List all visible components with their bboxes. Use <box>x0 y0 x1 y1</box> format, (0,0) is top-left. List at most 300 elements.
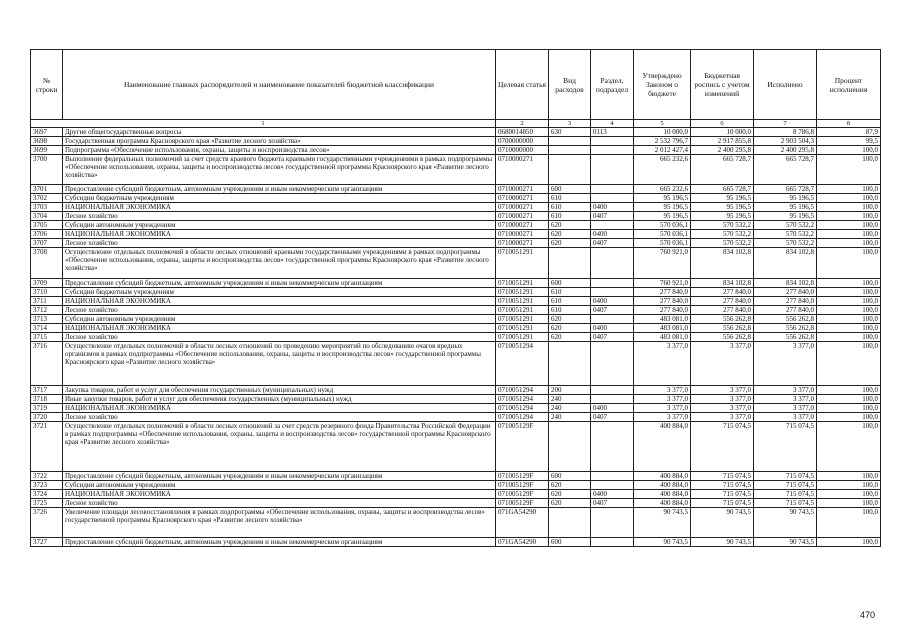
section-code <box>591 538 634 547</box>
budget-table <box>30 49 881 547</box>
approved-value: 90 743,5 <box>634 538 691 547</box>
budget-list-value: 556 262,8 <box>691 324 754 333</box>
target-article: 0700000000 <box>496 137 549 146</box>
expense-type: 610 <box>549 194 591 203</box>
percent-value: 100,0 <box>817 297 881 306</box>
section-code <box>591 422 634 472</box>
executed-value: 90 743,5 <box>754 508 817 538</box>
percent-value: 100,0 <box>817 221 881 230</box>
row-name: Лесное хозяйство <box>63 413 496 422</box>
budget-list-value: 665 728,7 <box>691 155 754 185</box>
percent-value: 100,0 <box>817 422 881 472</box>
section-code: 0400 <box>591 203 634 212</box>
approved-value: 400 884,0 <box>634 490 691 499</box>
executed-value: 556 262,8 <box>754 324 817 333</box>
section-code <box>591 279 634 288</box>
executed-value: 715 074,5 <box>754 422 817 472</box>
row-name: Другие общегосударственные вопросы <box>63 128 496 137</box>
executed-value: 834 102,8 <box>754 248 817 279</box>
table-header-row <box>31 50 881 120</box>
header-approved: Утверждено Законом о бюджете <box>634 50 691 120</box>
row-name: Осуществление отдельных полномочий в области лесных отношений по проведению мероприятий по обследованию очагов вредных организмов в рамках подпрограммы «Обеспечение использования, охраны, защиты и воспроизводства лесов» государственной программы Красноярского края «Развитие лесного хозяйства» <box>63 342 496 386</box>
budget-list-value: 3 377,0 <box>691 386 754 395</box>
table-row <box>31 239 881 248</box>
section-code: 0400 <box>591 324 634 333</box>
expense-type: 620 <box>549 230 591 239</box>
target-article: 0710051291 <box>496 315 549 324</box>
budget-list-value: 95 196,5 <box>691 203 754 212</box>
executed-value: 3 377,0 <box>754 395 817 404</box>
executed-value: 665 728,7 <box>754 155 817 185</box>
expense-type: 610 <box>549 297 591 306</box>
percent-value: 100,0 <box>817 239 881 248</box>
row-number: 3716 <box>31 342 63 386</box>
table-row <box>31 499 881 508</box>
percent-value: 100,0 <box>817 508 881 538</box>
percent-value: 100,0 <box>817 279 881 288</box>
section-code <box>591 386 634 395</box>
approved-value: 400 884,0 <box>634 472 691 481</box>
expense-type: 620 <box>549 239 591 248</box>
row-number: 3700 <box>31 155 63 185</box>
header-section: Раздел, подраздел <box>591 50 634 120</box>
approved-value: 665 232,6 <box>634 185 691 194</box>
budget-list-value: 3 377,0 <box>691 413 754 422</box>
expense-type: 620 <box>549 333 591 342</box>
percent-value: 100,0 <box>817 499 881 508</box>
row-number: 3703 <box>31 203 63 212</box>
table-row <box>31 472 881 481</box>
budget-list-value: 277 840,0 <box>691 297 754 306</box>
target-article: 071005129F <box>496 481 549 490</box>
expense-type: 620 <box>549 481 591 490</box>
executed-value: 3 377,0 <box>754 342 817 386</box>
table-row <box>31 297 881 306</box>
executed-value: 2 903 504,3 <box>754 137 817 146</box>
target-article: 0710000271 <box>496 203 549 212</box>
approved-value: 400 884,0 <box>634 422 691 472</box>
percent-value: 100,0 <box>817 404 881 413</box>
approved-value: 90 743,5 <box>634 508 691 538</box>
table-row <box>31 203 881 212</box>
executed-value: 8 786,8 <box>754 128 817 137</box>
executed-value: 277 840,0 <box>754 288 817 297</box>
expense-type <box>549 137 591 146</box>
budget-list-value: 556 262,8 <box>691 333 754 342</box>
budget-list-value: 570 532,2 <box>691 239 754 248</box>
executed-value: 3 377,0 <box>754 404 817 413</box>
percent-value: 100,0 <box>817 146 881 155</box>
table-row <box>31 315 881 324</box>
executed-value: 715 074,5 <box>754 490 817 499</box>
section-code: 0407 <box>591 306 634 315</box>
percent-value: 87,9 <box>817 128 881 137</box>
row-number: 3718 <box>31 395 63 404</box>
target-article: 0710000271 <box>496 155 549 185</box>
executed-value: 570 532,2 <box>754 230 817 239</box>
budget-list-value: 3 377,0 <box>691 395 754 404</box>
table-row <box>31 128 881 137</box>
row-name: Осуществление отдельных полномочий в области лесных отношений за счет средств резервного фонда Правительства Российской Федерации в рамках подпрограммы «Обеспечение использования, охраны, защиты и воспроизводства лесов» государственной программы Красноярского края «Развитие лесного хозяйства» <box>63 422 496 472</box>
target-article: 0680014850 <box>496 128 549 137</box>
executed-value: 665 728,7 <box>754 185 817 194</box>
approved-value: 570 036,1 <box>634 230 691 239</box>
page-number: 470 <box>859 610 875 620</box>
table-row <box>31 221 881 230</box>
budget-list-value: 90 743,5 <box>691 508 754 538</box>
row-name: НАЦИОНАЛЬНАЯ ЭКОНОМИКА <box>63 230 496 239</box>
table-row <box>31 137 881 146</box>
budget-list-value: 834 102,8 <box>691 279 754 288</box>
column-number: 8 <box>817 120 881 128</box>
percent-value: 100,0 <box>817 248 881 279</box>
expense-type: 200 <box>549 386 591 395</box>
section-code <box>591 288 634 297</box>
table-row <box>31 538 881 547</box>
column-number: 3 <box>549 120 591 128</box>
header-percent: Процент исполнения <box>817 50 881 120</box>
executed-value: 95 196,5 <box>754 203 817 212</box>
executed-value: 715 074,5 <box>754 499 817 508</box>
approved-value: 570 036,1 <box>634 239 691 248</box>
expense-type: 600 <box>549 185 591 194</box>
column-number: 7 <box>754 120 817 128</box>
percent-value: 100,0 <box>817 288 881 297</box>
row-name: Закупка товаров, работ и услуг для обеспечения государственных (муниципальных) нужд <box>63 386 496 395</box>
row-name: НАЦИОНАЛЬНАЯ ЭКОНОМИКА <box>63 490 496 499</box>
table-row <box>31 248 881 279</box>
table-row <box>31 194 881 203</box>
row-number: 3702 <box>31 194 63 203</box>
percent-value: 100,0 <box>817 212 881 221</box>
target-article: 071005129F <box>496 490 549 499</box>
row-number: 3697 <box>31 128 63 137</box>
expense-type: 610 <box>549 212 591 221</box>
budget-list-value: 10 000,0 <box>691 128 754 137</box>
row-name: НАЦИОНАЛЬНАЯ ЭКОНОМИКА <box>63 203 496 212</box>
expense-type <box>549 508 591 538</box>
table-row <box>31 395 881 404</box>
expense-type <box>549 155 591 185</box>
column-number: 2 <box>496 120 549 128</box>
target-article: 0710051294 <box>496 413 549 422</box>
header-row-number: № строки <box>31 50 63 120</box>
percent-value: 100,0 <box>817 333 881 342</box>
section-code <box>591 221 634 230</box>
percent-value: 100,0 <box>817 194 881 203</box>
target-article: 0710051294 <box>496 342 549 386</box>
row-name: Предоставление субсидий бюджетным, автономным учреждениям и иным некоммерческим организациям <box>63 538 496 547</box>
approved-value: 95 196,5 <box>634 194 691 203</box>
row-name: НАЦИОНАЛЬНАЯ ЭКОНОМИКА <box>63 404 496 413</box>
approved-value: 570 036,1 <box>634 221 691 230</box>
target-article: 0710051291 <box>496 288 549 297</box>
budget-list-value: 2 917 855,8 <box>691 137 754 146</box>
section-code: 0407 <box>591 212 634 221</box>
target-article: 071GA54290 <box>496 538 549 547</box>
row-name: Субсидии автономным учреждениям <box>63 221 496 230</box>
target-article: 0710000271 <box>496 185 549 194</box>
approved-value: 277 840,0 <box>634 306 691 315</box>
row-number: 3698 <box>31 137 63 146</box>
executed-value: 95 196,5 <box>754 212 817 221</box>
section-code <box>591 508 634 538</box>
approved-value: 760 921,0 <box>634 279 691 288</box>
expense-type: 620 <box>549 490 591 499</box>
percent-value: 100,0 <box>817 342 881 386</box>
percent-value: 100,0 <box>817 155 881 185</box>
target-article: 0710051294 <box>496 386 549 395</box>
percent-value: 99,5 <box>817 137 881 146</box>
row-name: Субсидии бюджетным учреждениям <box>63 288 496 297</box>
row-number: 3723 <box>31 481 63 490</box>
table-row <box>31 212 881 221</box>
row-name: Увеличение площади лесовосстановления в рамках подпрограммы «Обеспечение использования, охраны, защиты и воспроизводства лесов» государственной программы Красноярского края «Развитие лесного хозяйства» <box>63 508 496 538</box>
target-article: 0710051291 <box>496 248 549 279</box>
header-expense-type: Вид расходов <box>549 50 591 120</box>
row-name: Подпрограмма «Обеспечение использования, охраны, защиты и воспроизводства лесов» <box>63 146 496 155</box>
section-code: 0400 <box>591 404 634 413</box>
budget-list-value: 3 377,0 <box>691 404 754 413</box>
expense-type <box>549 342 591 386</box>
table-row <box>31 230 881 239</box>
row-name: Лесное хозяйство <box>63 239 496 248</box>
executed-value: 715 074,5 <box>754 481 817 490</box>
percent-value: 100,0 <box>817 324 881 333</box>
executed-value: 3 377,0 <box>754 413 817 422</box>
budget-list-value: 665 728,7 <box>691 185 754 194</box>
row-name: Иные закупки товаров, работ и услуг для обеспечения государственных (муниципальных) нужд <box>63 395 496 404</box>
percent-value: 100,0 <box>817 538 881 547</box>
row-name: Предоставление субсидий бюджетным, автономным учреждениям и иным некоммерческим организациям <box>63 472 496 481</box>
approved-value: 665 232,6 <box>634 155 691 185</box>
row-number: 3705 <box>31 221 63 230</box>
table-row <box>31 386 881 395</box>
target-article: 0710051291 <box>496 279 549 288</box>
expense-type <box>549 146 591 155</box>
header-name: Наименование главных распорядителей и наименование показателей бюджетной классификации <box>63 50 496 120</box>
section-code: 0113 <box>591 128 634 137</box>
executed-value: 277 840,0 <box>754 297 817 306</box>
expense-type: 630 <box>549 128 591 137</box>
table-row <box>31 279 881 288</box>
section-code <box>591 481 634 490</box>
approved-value: 95 196,5 <box>634 203 691 212</box>
row-name: Предоставление субсидий бюджетным, автономным учреждениям и иным некоммерческим организациям <box>63 185 496 194</box>
approved-value: 3 377,0 <box>634 413 691 422</box>
table-row <box>31 413 881 422</box>
row-name: НАЦИОНАЛЬНАЯ ЭКОНОМИКА <box>63 297 496 306</box>
row-number: 3715 <box>31 333 63 342</box>
executed-value: 95 196,5 <box>754 194 817 203</box>
table-row <box>31 333 881 342</box>
section-code <box>591 137 634 146</box>
expense-type: 240 <box>549 404 591 413</box>
budget-list-value: 95 196,5 <box>691 194 754 203</box>
row-name: Субсидии автономным учреждениям <box>63 481 496 490</box>
percent-value: 100,0 <box>817 203 881 212</box>
expense-type: 600 <box>549 472 591 481</box>
budget-list-value: 834 102,8 <box>691 248 754 279</box>
budget-list-value: 277 840,0 <box>691 306 754 315</box>
section-code: 0400 <box>591 297 634 306</box>
approved-value: 2 012 427,4 <box>634 146 691 155</box>
row-number: 3701 <box>31 185 63 194</box>
target-article: 0710051291 <box>496 306 549 315</box>
table-row <box>31 422 881 472</box>
section-code <box>591 315 634 324</box>
row-number: 3709 <box>31 279 63 288</box>
section-code <box>591 472 634 481</box>
expense-type <box>549 422 591 472</box>
expense-type: 620 <box>549 315 591 324</box>
approved-value: 10 000,0 <box>634 128 691 137</box>
row-number: 3726 <box>31 508 63 538</box>
expense-type: 600 <box>549 538 591 547</box>
budget-list-value: 90 743,5 <box>691 538 754 547</box>
approved-value: 277 840,0 <box>634 288 691 297</box>
row-number: 3713 <box>31 315 63 324</box>
expense-type <box>549 248 591 279</box>
row-number: 3722 <box>31 472 63 481</box>
expense-type: 610 <box>549 288 591 297</box>
header-target-article: Целевая статья <box>496 50 549 120</box>
row-number: 3706 <box>31 230 63 239</box>
executed-value: 90 743,5 <box>754 538 817 547</box>
budget-list-value: 715 074,5 <box>691 490 754 499</box>
table-row <box>31 155 881 185</box>
expense-type: 610 <box>549 306 591 315</box>
expense-type: 620 <box>549 324 591 333</box>
row-number: 3707 <box>31 239 63 248</box>
table-row <box>31 185 881 194</box>
executed-value: 834 102,8 <box>754 279 817 288</box>
row-number: 3719 <box>31 404 63 413</box>
target-article: 0710000271 <box>496 230 549 239</box>
target-article: 071005129F <box>496 499 549 508</box>
executed-value: 2 400 295,8 <box>754 146 817 155</box>
expense-type: 610 <box>549 203 591 212</box>
target-article: 0710000000 <box>496 146 549 155</box>
section-code <box>591 342 634 386</box>
row-number: 3717 <box>31 386 63 395</box>
target-article: 0710000271 <box>496 194 549 203</box>
budget-list-value: 95 196,5 <box>691 212 754 221</box>
row-name: Государственная программа Красноярского края «Развитие лесного хозяйства» <box>63 137 496 146</box>
approved-value: 400 884,0 <box>634 499 691 508</box>
header-executed: Исполнено <box>754 50 817 120</box>
table-row <box>31 342 881 386</box>
section-code: 0407 <box>591 333 634 342</box>
target-article: 0710051291 <box>496 333 549 342</box>
percent-value: 100,0 <box>817 230 881 239</box>
section-code <box>591 194 634 203</box>
table-row <box>31 404 881 413</box>
section-code: 0400 <box>591 230 634 239</box>
row-number: 3704 <box>31 212 63 221</box>
budget-list-value: 570 532,2 <box>691 230 754 239</box>
row-number: 3720 <box>31 413 63 422</box>
section-code: 0407 <box>591 413 634 422</box>
row-name: Субсидии бюджетным учреждениям <box>63 194 496 203</box>
executed-value: 556 262,8 <box>754 333 817 342</box>
table-row <box>31 288 881 297</box>
percent-value: 100,0 <box>817 386 881 395</box>
target-article: 0710051291 <box>496 297 549 306</box>
row-number: 3708 <box>31 248 63 279</box>
target-article: 071GA54290 <box>496 508 549 538</box>
section-code <box>591 146 634 155</box>
table-row <box>31 306 881 315</box>
target-article: 0710000271 <box>496 212 549 221</box>
target-article: 071005129F <box>496 472 549 481</box>
row-name: Предоставление субсидий бюджетным, автономным учреждениям и иным некоммерческим организациям <box>63 279 496 288</box>
expense-type: 240 <box>549 395 591 404</box>
row-name: Лесное хозяйство <box>63 499 496 508</box>
section-code <box>591 248 634 279</box>
row-name: Выполнение федеральных полномочий за счет средств краевого бюджета краевыми государственными учреждениями в рамках подпрограммы «Обеспечение использования, охраны, защиты и воспроизводства лесов» государственной программы Красноярского края «Развитие лесного хозяйства» <box>63 155 496 185</box>
row-number: 3711 <box>31 297 63 306</box>
row-name: Лесное хозяйство <box>63 333 496 342</box>
budget-list-value: 556 262,8 <box>691 315 754 324</box>
expense-type: 600 <box>549 279 591 288</box>
percent-value: 100,0 <box>817 490 881 499</box>
approved-value: 95 196,5 <box>634 212 691 221</box>
row-number: 3712 <box>31 306 63 315</box>
expense-type: 620 <box>549 221 591 230</box>
budget-list-value: 570 532,2 <box>691 221 754 230</box>
percent-value: 100,0 <box>817 395 881 404</box>
target-article: 0710051294 <box>496 395 549 404</box>
budget-list-value: 715 074,5 <box>691 472 754 481</box>
row-number: 3714 <box>31 324 63 333</box>
approved-value: 760 921,0 <box>634 248 691 279</box>
target-article: 0710000271 <box>496 221 549 230</box>
table-row <box>31 490 881 499</box>
approved-value: 400 884,0 <box>634 481 691 490</box>
table-row <box>31 481 881 490</box>
budget-list-value: 3 377,0 <box>691 342 754 386</box>
approved-value: 483 081,0 <box>634 315 691 324</box>
percent-value: 100,0 <box>817 306 881 315</box>
executed-value: 570 532,2 <box>754 239 817 248</box>
target-article: 0710051291 <box>496 324 549 333</box>
column-number: 1 <box>31 120 496 128</box>
table-row <box>31 508 881 538</box>
row-name: Лесное хозяйство <box>63 212 496 221</box>
row-name: Лесное хозяйство <box>63 306 496 315</box>
executed-value: 570 532,2 <box>754 221 817 230</box>
executed-value: 556 262,8 <box>754 315 817 324</box>
percent-value: 100,0 <box>817 481 881 490</box>
section-code: 0400 <box>591 490 634 499</box>
executed-value: 277 840,0 <box>754 306 817 315</box>
budget-list-value: 715 074,5 <box>691 481 754 490</box>
percent-value: 100,0 <box>817 185 881 194</box>
target-article: 071005129F <box>496 422 549 472</box>
percent-value: 100,0 <box>817 472 881 481</box>
row-name: НАЦИОНАЛЬНАЯ ЭКОНОМИКА <box>63 324 496 333</box>
section-code: 0407 <box>591 499 634 508</box>
percent-value: 100,0 <box>817 413 881 422</box>
approved-value: 3 377,0 <box>634 386 691 395</box>
target-article: 0710000271 <box>496 239 549 248</box>
expense-type: 240 <box>549 413 591 422</box>
column-number: 5 <box>634 120 691 128</box>
approved-value: 3 377,0 <box>634 395 691 404</box>
row-number: 3727 <box>31 538 63 547</box>
row-number: 3710 <box>31 288 63 297</box>
